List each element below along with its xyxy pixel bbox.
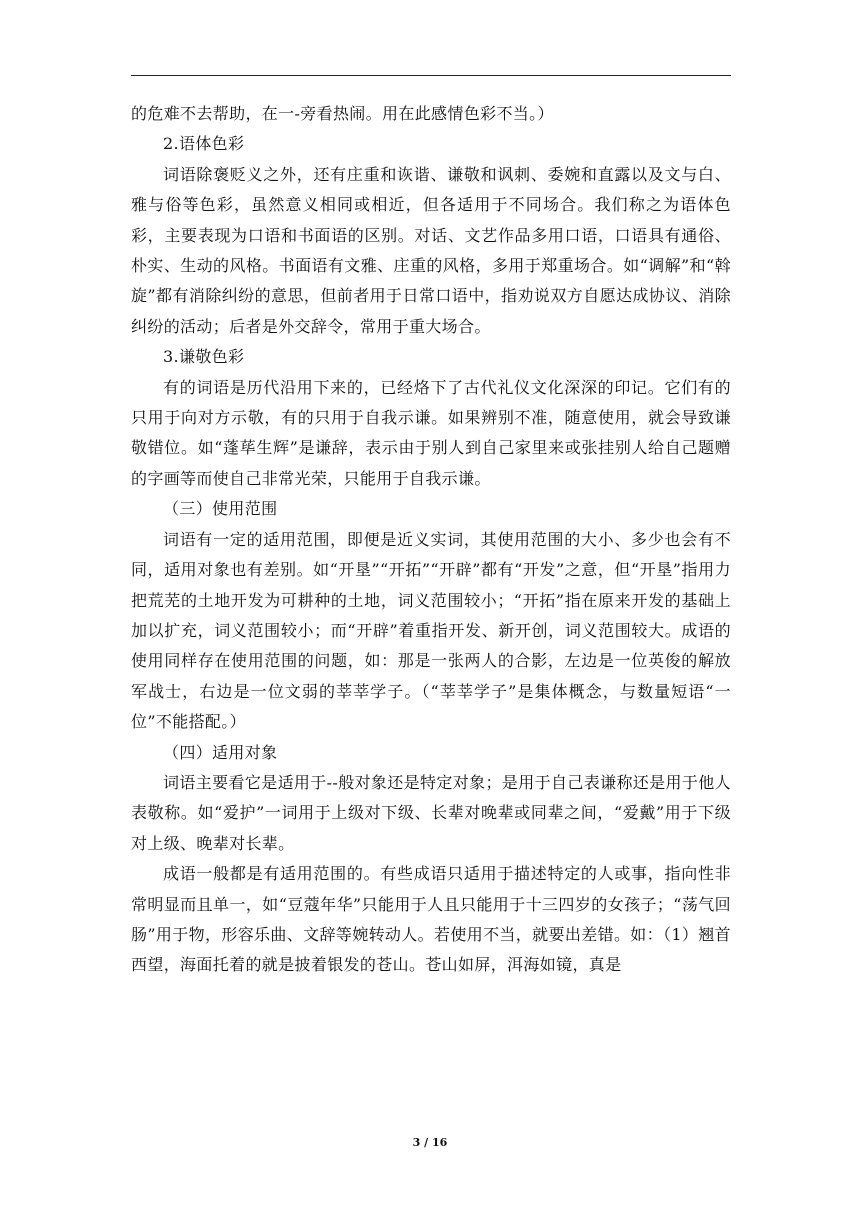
section-heading: （三）使用范围 — [163, 499, 278, 519]
header-rule — [131, 75, 731, 76]
section-heading: 3.谦敬色彩 — [163, 347, 245, 367]
paragraph: 词语除褒贬义之外，还有庄重和诙谐、谦敬和讽刺、委婉和直露以及文与白、雅与俗等色彩，虽然意义相同或相近，但各适用于不同场合。我们称之为语体色彩，主要表现为口语和书面语的区别。对话、文艺作品多用口语，口语具有通俗、朴实、生动的风格。书面语有文雅、庄重的风格，多用于郑重场合。如“调解”和“斡旋”都有消除纠纷的意思，但前者用于日常口语中，指劝说双方自愿达成协议、消除纠纷的活动；后者是外交辞令，常用于重大场合。 — [131, 164, 731, 336]
paragraph: 成语一般都是有适用范围的。有些成语只适用于描述特定的人或事，指向性非常明显而且单一，如“豆蔻年华”只能用于人且只能用于十三四岁的女孩子；“荡气回肠”用于物，形容乐曲、文辞等婉转动人。若使用不当，就要出差错。如：（1）翘首西望，海面托着的就是披着银发的苍山。苍山如屏，洱海如镜，真是 — [131, 864, 731, 975]
paragraph: 词语有一定的适用范围，即便是近义实词，其使用范围的大小、多少也会有不同，适用对象也有差别。如“开垦”“开拓”“开辟”都有“开发”之意，但“开垦”指用力把荒芜的土地开发为可耕种的土地，词义范围较小；“开拓”指在原来开发的基础上加以扩充，词义范围较小；而“开辟”着重指开发、新开创，词义范围较大。成语的使用同样存在使用范围的问题，如：那是一张两人的合影，左边是一位英俊的解放军战士，右边是一位文弱的莘莘学子。（“莘莘学子”是集体概念，与数量短语“一位”不能搭配。） — [131, 529, 731, 732]
paragraph: 的危难不去帮助，在一-旁看热闹。用在此感情色彩不当。） — [131, 104, 554, 123]
body-text — [131, 99, 731, 981]
section-heading: 2.语体色彩 — [163, 134, 245, 154]
page-number: 3 / 16 — [412, 1136, 448, 1149]
paragraph: 有的词语是历代沿用下来的，已经烙下了古代礼仪文化深深的印记。它们有的只用于向对方示敬，有的只用于自我示谦。如果辨别不准，随意使用，就会导致谦敬错位。如“蓬荜生辉”是谦辞，表示由于别人到自己家里来或张挂别人给自己题赠的字画等而使自己非常光荣，只能用于自我示谦。 — [131, 377, 731, 488]
paragraph: 词语主要看它是适用于--般对象还是特定对象；是用于自己表谦称还是用于他人表敬称。如“爱护”一词用于上级对下级、长辈对晚辈或同辈之间，“爱戴”用于下级对上级、晚辈对长辈。 — [131, 772, 731, 853]
section-heading: （四）适用对象 — [163, 742, 278, 762]
